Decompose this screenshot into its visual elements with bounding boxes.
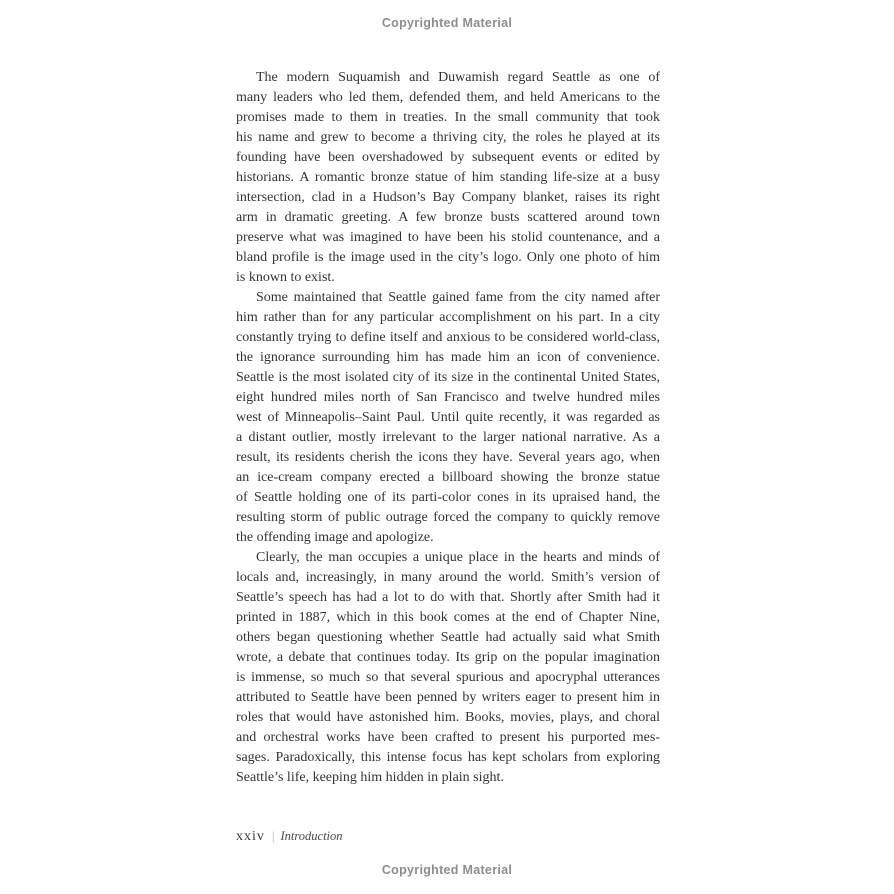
text-line: historians. A romantic bronze statue of him standing life-size at a busy xyxy=(236,170,660,185)
text-line: Clearly, the man occupies a unique place in the hearts and minds of xyxy=(256,550,660,565)
text-line: wrote, a debate that continues today. Its grip on the popular imagination xyxy=(236,650,660,665)
paragraph xyxy=(236,288,660,548)
text-line: locals and, increasingly, in many around the world. Smith’s version of xyxy=(236,570,660,585)
text-line: him rather than for any particular accomplishment on his part. In a city xyxy=(236,310,660,325)
text-block xyxy=(236,68,660,788)
text-line: is immense, so much so that several spurious and apocryphal utterances xyxy=(236,670,660,685)
copyright-notice-bottom: Copyrighted Material xyxy=(381,863,513,877)
text-line: west of Minneapolis–Saint Paul. Until quite recently, it was regarded as xyxy=(236,410,660,425)
footer-separator: | xyxy=(271,828,275,843)
text-line: a distant outlier, mostly irrelevant to the larger national narrative. As a xyxy=(236,430,660,445)
text-line: sages. Paradoxically, this intense focus has kept scholars from exploring xyxy=(236,750,660,765)
text-line: others began questioning whether Seattle had actually said what Smith xyxy=(236,630,660,645)
text-line: the ignorance surrounding him has made him an icon of convenience. xyxy=(236,350,660,365)
text-line: founding have been overshadowed by subsequent events or edited by xyxy=(236,150,660,165)
text-line: Seattle is the most isolated city of its size in the continental United States, xyxy=(236,370,660,385)
text-line: many leaders who led them, defended them, and held Americans to the xyxy=(236,90,660,105)
paragraph xyxy=(236,548,660,788)
text-line: preserve what was imagined to have been his stolid countenance, and a xyxy=(236,230,660,245)
text-line: attributed to Seattle have been penned by writers eager to present him in xyxy=(236,690,660,705)
text-line: of Seattle holding one of its parti-color cones in its upraised hand, the xyxy=(236,490,660,505)
paragraph xyxy=(236,68,660,288)
text-line: the offending image and apologize. xyxy=(236,530,434,545)
text-line: roles that would have astonished him. Books, movies, plays, and choral xyxy=(236,710,660,725)
text-line: promises made to them in treaties. In the small community that took xyxy=(236,110,660,125)
text-line: resulting storm of public outrage forced the company to quickly remove xyxy=(236,510,660,525)
text-line: printed in 1887, which in this book comes at the end of Chapter Nine, xyxy=(236,610,660,625)
section-title: Introduction xyxy=(280,829,343,843)
page-number: xxiv xyxy=(236,829,265,844)
text-line: eight hundred miles north of San Francisco and twelve hundred miles xyxy=(236,390,660,405)
text-line: constantly trying to define itself and anxious to be considered world-class, xyxy=(236,330,660,345)
text-line: bland profile is the image used in the city’s logo. Only one photo of him xyxy=(236,250,660,265)
text-line: The modern Suquamish and Duwamish regard Seattle as one of xyxy=(256,70,660,85)
text-line: an ice-cream company erected a billboard showing the bronze statue xyxy=(236,470,660,485)
text-line: arm in dramatic greeting. A few bronze busts scattered around town xyxy=(236,210,660,225)
text-line: Seattle’s speech has had a lot to do with that. Shortly after Smith had it xyxy=(236,590,660,605)
page-footer xyxy=(236,826,343,847)
text-line: result, its residents cherish the icons they have. Several years ago, when xyxy=(236,450,660,465)
text-line: and orchestral works have been crafted to present his purported mes- xyxy=(236,730,660,745)
text-line: Seattle’s life, keeping him hidden in plain sight. xyxy=(236,770,504,785)
text-line: is known to exist. xyxy=(236,270,335,285)
text-line: intersection, clad in a Hudson’s Bay Company blanket, raises its right xyxy=(236,190,660,205)
copyright-notice-top: Copyrighted Material xyxy=(381,16,513,30)
text-line: his name and grew to become a thriving city, the roles he played at its xyxy=(236,130,660,145)
text-line: Some maintained that Seattle gained fame from the city named after xyxy=(256,290,660,305)
